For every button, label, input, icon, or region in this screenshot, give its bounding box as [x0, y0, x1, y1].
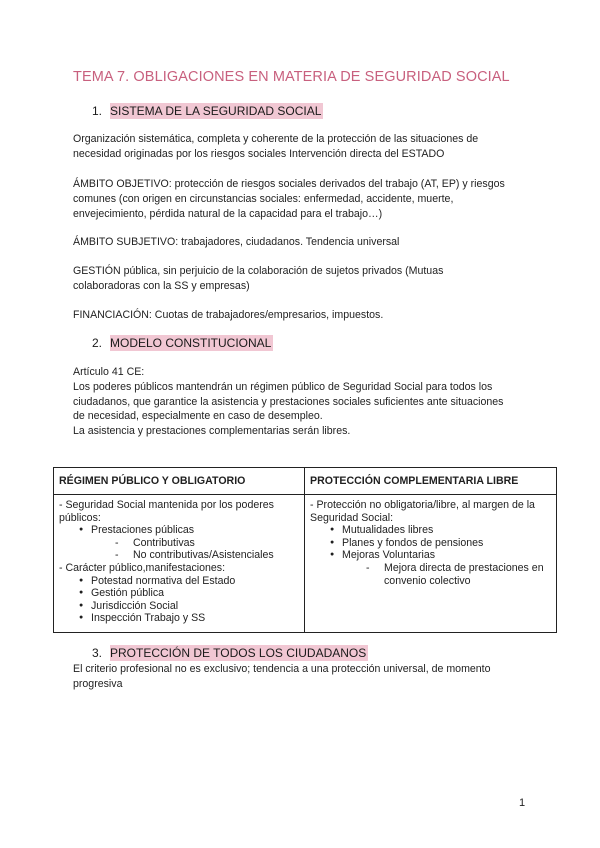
paragraph-articulo-41 [73, 365, 543, 439]
table-cell-right [305, 495, 556, 587]
list-item: ● Mejoras Voluntarias [310, 549, 551, 562]
section-number: 2. [92, 336, 103, 350]
text-line: progresiva [73, 677, 123, 690]
text-line: de necesidad, especialmente en caso de desempleo. [73, 410, 323, 423]
sub-list-item-continuation: convenio colectivo [384, 574, 471, 587]
list-item: ● Gestión pública [59, 587, 299, 600]
paragraph-definition [73, 132, 543, 162]
text-line: ciudadanos, que garantice la asistencia y prestaciones sociales suficientes ante situaciones [73, 395, 504, 408]
text-line: ÁMBITO SUBJETIVO: trabajadores, ciudadanos. Tendencia universal [73, 236, 400, 248]
text-line: Seguridad Social: [310, 511, 394, 524]
paragraph-financiacion [73, 308, 543, 323]
paragraph-ambito-subjetivo [73, 235, 543, 250]
text-line: colaboradoras con la SS y empresas) [73, 279, 250, 292]
text-line: comunes (con origen en circunstancias sociales: enfermedad, accidente, muerte, [73, 192, 454, 205]
text-line: Los poderes públicos mantendrán un régimen público de Seguridad Social para todos los [73, 380, 493, 393]
text-line: públicos: [59, 511, 101, 524]
paragraph-proteccion [73, 662, 543, 692]
text-line: El criterio profesional no es exclusivo; tendencia a una protección universal, de momento [73, 663, 491, 675]
section-number: 3. [92, 646, 103, 660]
section-heading-1 [92, 104, 323, 118]
text-line: Organización sistemática, completa y coherente de la protección de las situaciones de [73, 133, 479, 145]
sub-list-item: - Contributivas [59, 537, 299, 550]
list-item: ● Jurisdicción Social [59, 600, 299, 613]
section-heading-3 [92, 646, 368, 660]
list-item: ● Inspección Trabajo y SS [59, 612, 299, 625]
sub-list-item: - No contributivas/Asistenciales [59, 549, 299, 562]
table-column-left [54, 468, 305, 632]
section-heading-2 [92, 336, 273, 350]
paragraph-gestion [73, 264, 543, 294]
text-line: La asistencia y prestaciones complementarias serán libres. [73, 425, 351, 438]
list-item: ● Mutualidades libres [310, 524, 551, 537]
text-line: Artículo 41 CE: [73, 366, 145, 378]
table-cell-left [54, 495, 304, 625]
sub-list-item: - Mejora directa de prestaciones en [310, 562, 551, 575]
text-line: ÁMBITO OBJETIVO: protección de riesgos sociales derivados del trabajo (AT, EP) y riesgos [73, 178, 505, 190]
list-item: ● Prestaciones públicas [59, 524, 299, 537]
section-number: 1. [92, 104, 103, 118]
table-header-right: PROTECCIÓN COMPLEMENTARIA LIBRE [305, 468, 556, 495]
text-line: FINANCIACIÓN: Cuotas de trabajadores/empresarios, impuestos. [73, 309, 384, 321]
text-line: - Protección no obligatoria/libre, al margen de la [310, 499, 535, 511]
paragraph-ambito-objetivo [73, 177, 543, 221]
table-header-left: RÉGIMEN PÚBLICO Y OBLIGATORIO [54, 468, 304, 495]
page-number: 1 [519, 797, 526, 809]
text-line: - Carácter público,manifestaciones: [59, 561, 226, 574]
comparison-table [53, 467, 557, 633]
list-item: ● Potestad normativa del Estado [59, 575, 299, 588]
text-line: necesidad originadas por los riesgos sociales Intervención directa del ESTADO [73, 147, 445, 160]
text-line: - Seguridad Social mantenida por los poderes [59, 499, 274, 511]
section-title: MODELO CONSTITUCIONAL [110, 336, 272, 350]
text-line: envejecimiento, pérdida natural de la capacidad para el trabajo…) [73, 207, 383, 220]
document-title: TEMA 7. OBLIGACIONES EN MATERIA DE SEGURIDAD SOCIAL [73, 69, 510, 85]
text-line: GESTIÓN pública, sin perjuicio de la colaboración de sujetos privados (Mutuas [73, 265, 444, 277]
section-title: SISTEMA DE LA SEGURIDAD SOCIAL [110, 104, 322, 118]
list-item: ● Planes y fondos de pensiones [310, 537, 551, 550]
table-column-right [305, 468, 556, 632]
section-title: PROTECCIÓN DE TODOS LOS CIUDADANOS [110, 646, 367, 660]
